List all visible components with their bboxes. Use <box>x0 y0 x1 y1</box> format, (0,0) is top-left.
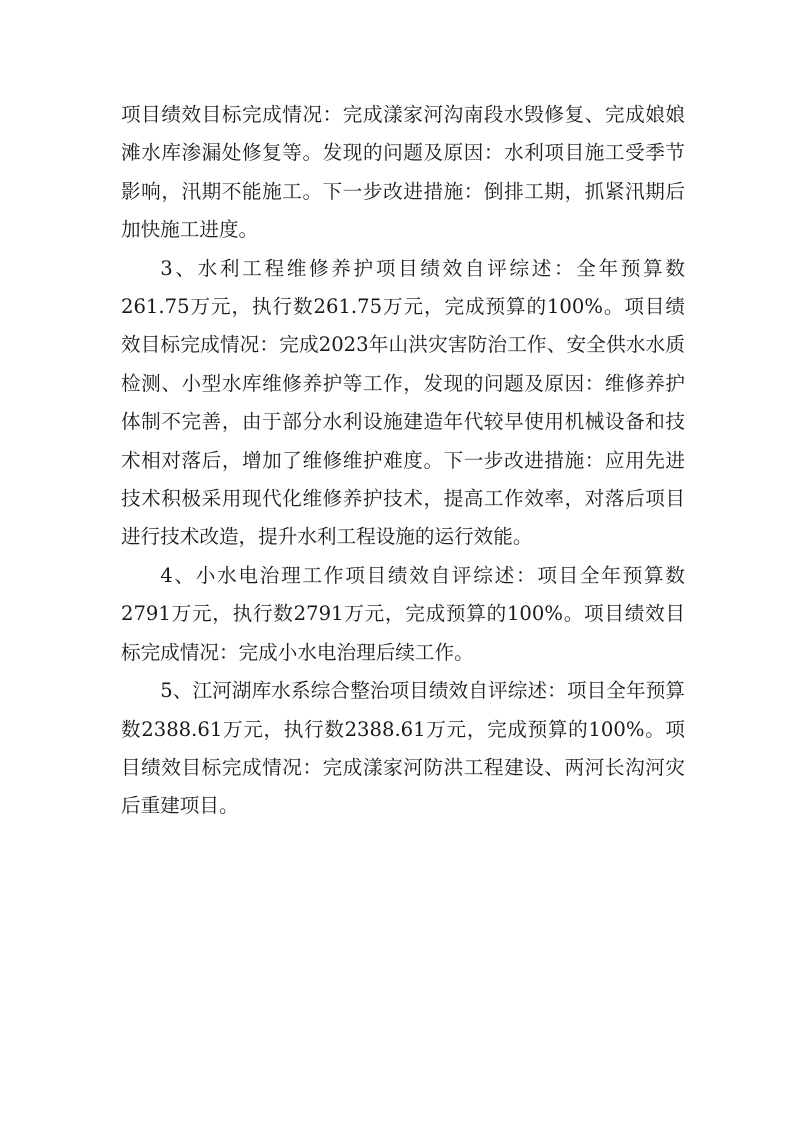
paragraph-item-4-small-hydropower: 4、小水电治理工作项目绩效自评综述：项目全年预算数2791万元，执行数2791万元，完成预算的100%。项目绩效目标完成情况：完成小水电治理后续工作。 <box>121 563 685 664</box>
paragraph-continuation: 项目绩效目标完成情况：完成漾家河沟南段水毁修复、完成娘娘滩水库渗漏处修复等。发现的问题及原因：水利项目施工受季节影响，汛期不能施工。下一步改进措施：倒排工期，抓紧汛期后加快施工进度。 <box>121 103 685 242</box>
document-body <box>121 96 685 826</box>
paragraph-item-5-river-lake-remediation: 5、江河湖库水系综合整治项目绩效自评综述：项目全年预算数2388.61万元，执行数2388.61万元，完成预算的100%。项目绩效目标完成情况：完成漾家河防洪工程建设、两河长沟河灾后重建项目。 <box>121 679 685 818</box>
paragraph-item-3-water-maintenance: 3、水利工程维修养护项目绩效自评综述：全年预算数261.75万元，执行数261.75万元，完成预算的100%。项目绩效目标完成情况：完成2023年山洪灾害防治工作、安全供水水质检测、小型水库维修养护等工作，发现的问题及原因：维修养护体制不完善，由于部分水利设施建造年代较早使用机械设备和技术相对落后，增加了维修维护难度。下一步改进措施：应用先进技术积极采用现代化维修养护技术，提高工作效率，对落后项目进行技术改造，提升水利工程设施的运行效能。 <box>121 256 685 549</box>
